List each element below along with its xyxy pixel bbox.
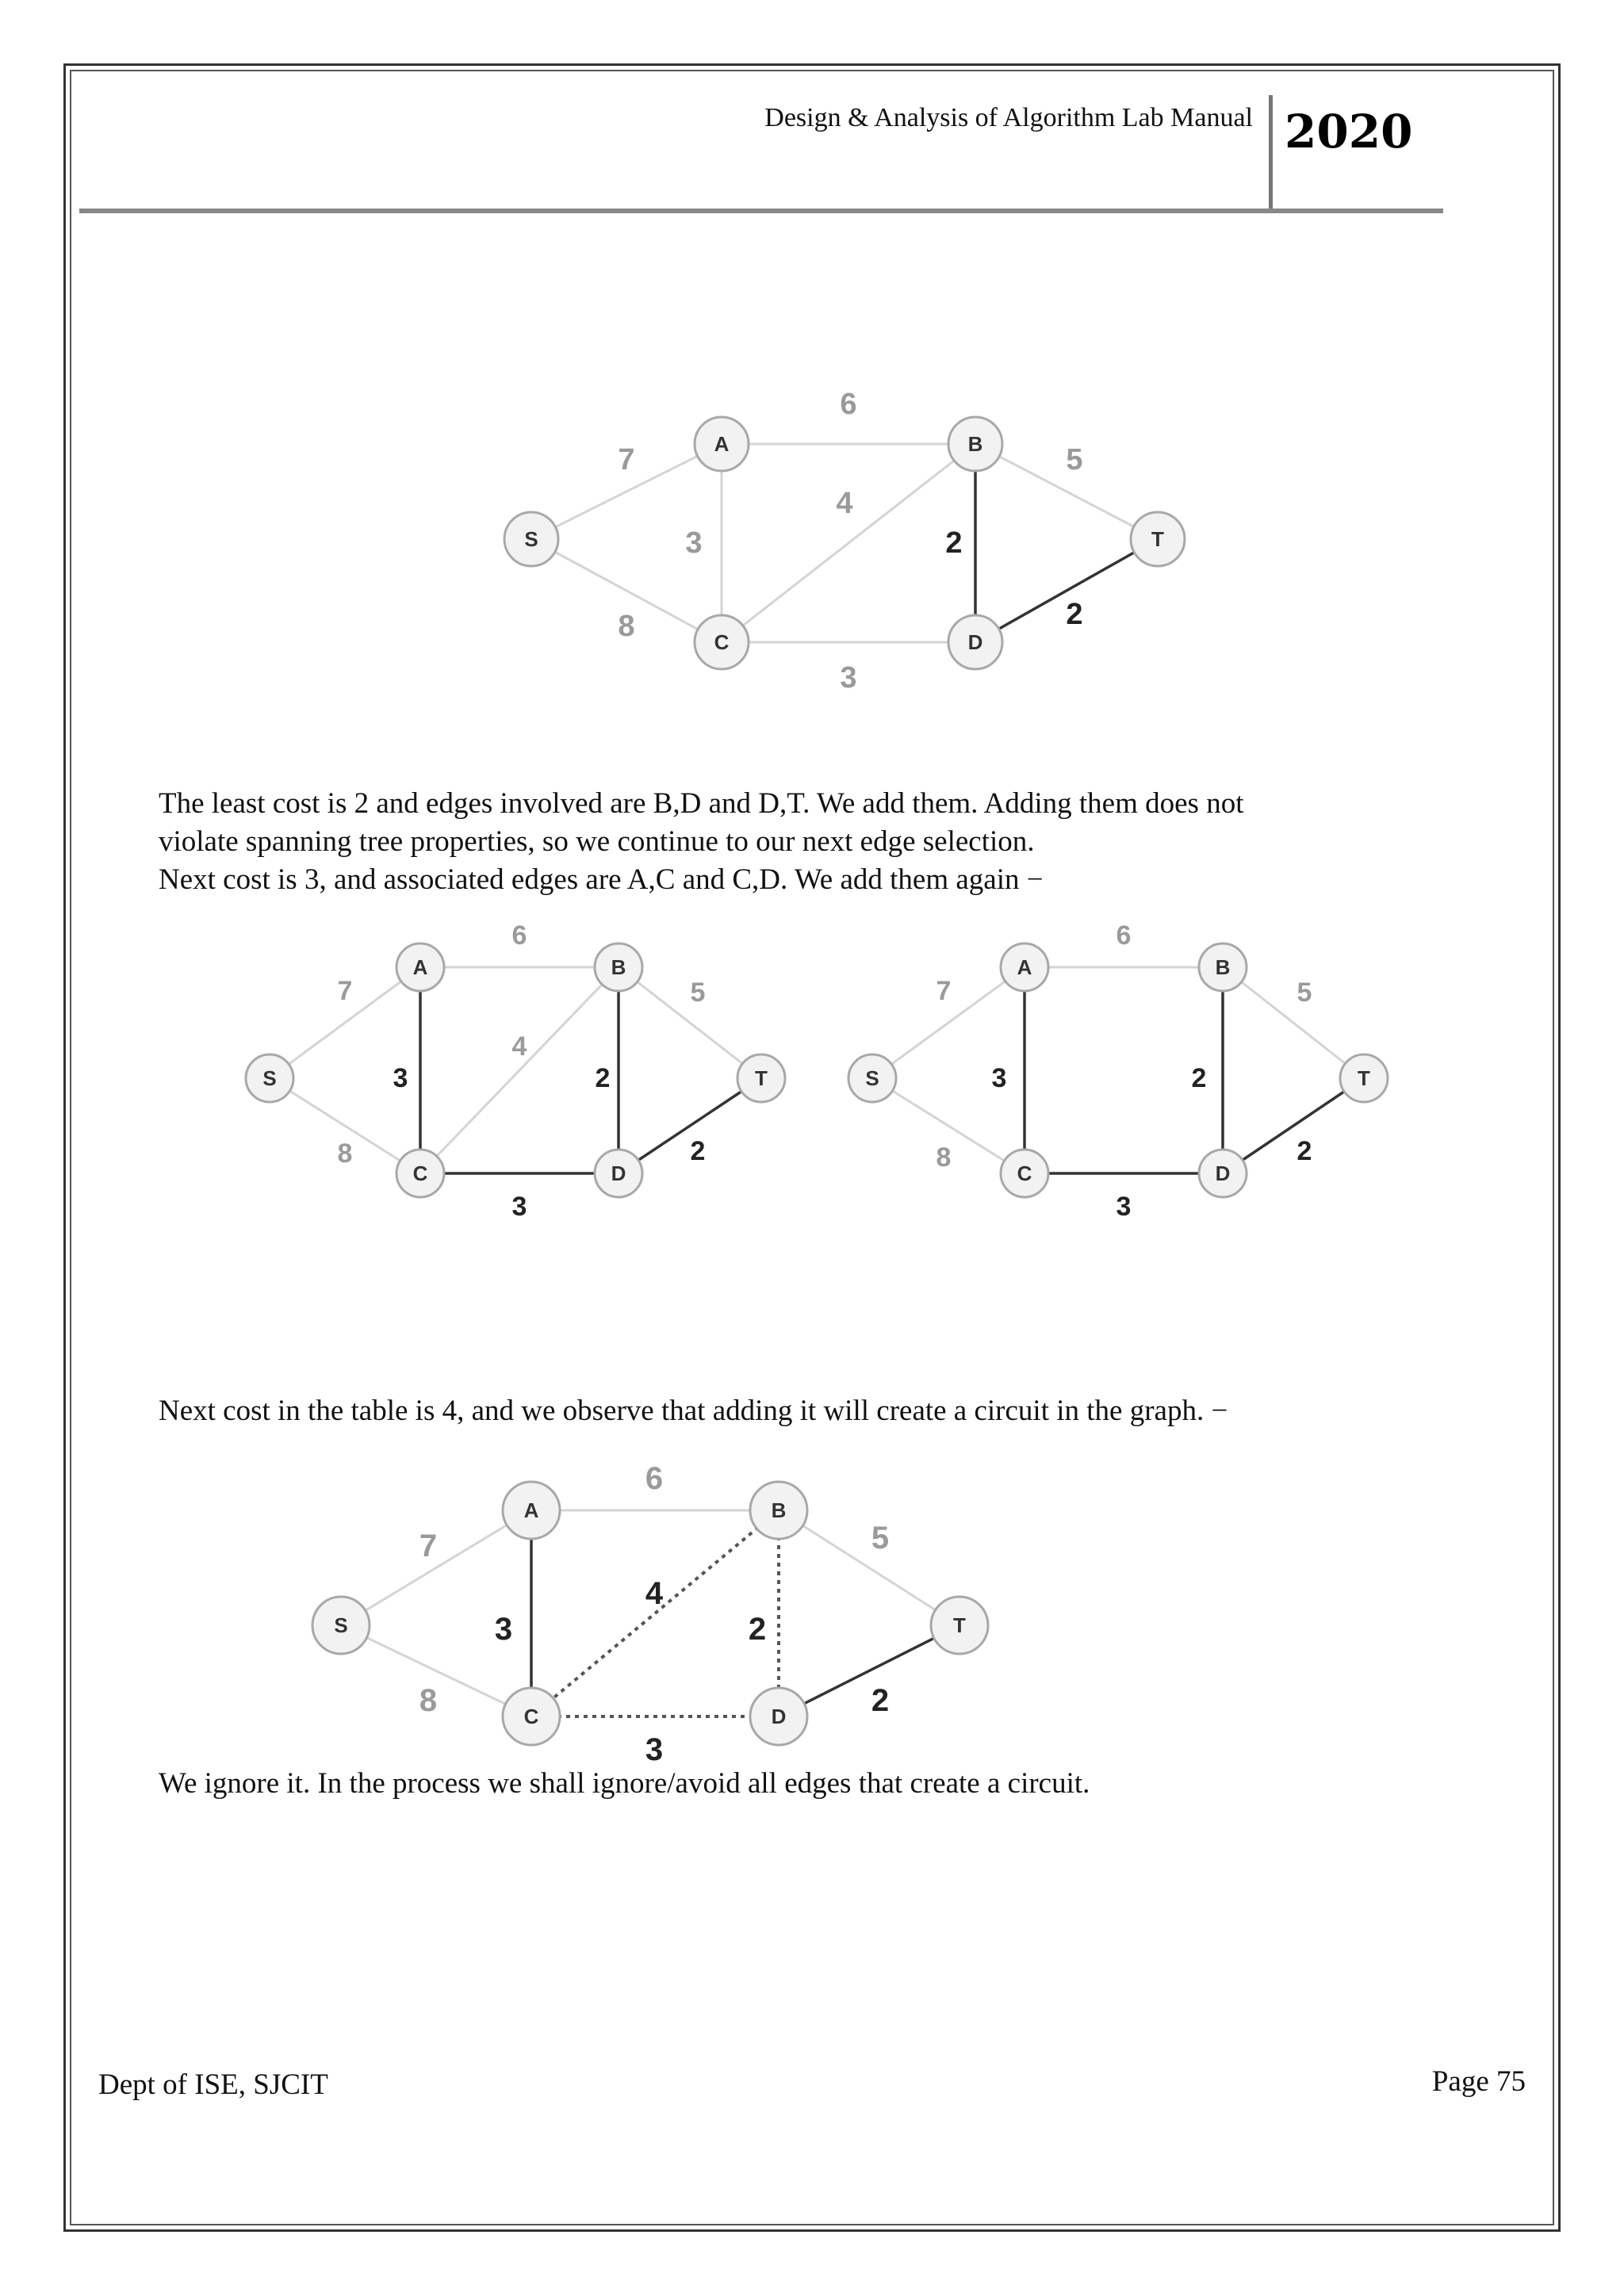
edge-s-a bbox=[341, 1510, 531, 1625]
edge-weight-b-t bbox=[691, 978, 706, 1008]
svg-text:8: 8 bbox=[618, 610, 635, 643]
svg-text:3: 3 bbox=[840, 661, 857, 695]
edge-b-c bbox=[722, 444, 975, 642]
node-d bbox=[948, 615, 1002, 669]
edge-d-t bbox=[779, 1625, 959, 1716]
edge-weight-c-d bbox=[840, 661, 856, 695]
svg-text:S: S bbox=[865, 1066, 879, 1090]
svg-text:3: 3 bbox=[494, 1612, 513, 1647]
edge-weight-a-c bbox=[393, 1063, 408, 1093]
paragraph-line: Next cost is 3, and associated edges are A,C and C,D. We add them again − bbox=[159, 863, 1044, 896]
svg-text:5: 5 bbox=[1297, 978, 1312, 1008]
svg-text:A: A bbox=[412, 955, 428, 979]
svg-text:6: 6 bbox=[645, 1461, 664, 1496]
edge-weight-a-b bbox=[1116, 920, 1132, 951]
svg-text:3: 3 bbox=[645, 1732, 664, 1767]
svg-text:B: B bbox=[611, 955, 626, 979]
svg-text:7: 7 bbox=[419, 1529, 438, 1563]
figure-step-2a bbox=[238, 920, 809, 1237]
svg-text:C: C bbox=[1017, 1161, 1032, 1185]
edge-weight-d-t bbox=[1066, 598, 1082, 631]
svg-text:6: 6 bbox=[840, 388, 857, 421]
svg-text:6: 6 bbox=[1116, 920, 1132, 951]
node-t bbox=[1340, 1054, 1388, 1102]
svg-text:B: B bbox=[1215, 955, 1231, 979]
figure-step-2b bbox=[841, 920, 1411, 1237]
svg-text:7: 7 bbox=[936, 976, 952, 1006]
header-rule bbox=[79, 209, 1443, 213]
svg-text:A: A bbox=[1017, 955, 1032, 979]
node-b bbox=[1199, 943, 1247, 991]
edge-weight-s-a bbox=[338, 976, 353, 1006]
svg-text:8: 8 bbox=[419, 1683, 438, 1718]
edge-weight-d-t bbox=[691, 1136, 706, 1166]
svg-text:7: 7 bbox=[618, 443, 635, 476]
node-t bbox=[931, 1597, 988, 1654]
edge-weight-b-t bbox=[1066, 443, 1082, 476]
node-c bbox=[695, 615, 749, 669]
svg-text:3: 3 bbox=[991, 1063, 1007, 1093]
paragraph-line: Next cost in the table is 4, and we observe that adding it will create a circuit in the graph. − bbox=[159, 1395, 1228, 1427]
svg-text:C: C bbox=[714, 630, 730, 654]
node-s bbox=[848, 1054, 896, 1102]
header-year: 2020 bbox=[1285, 105, 1413, 159]
paragraph-line: violate spanning tree properties, so we continue to our next edge selection. bbox=[159, 825, 1035, 858]
svg-text:D: D bbox=[771, 1705, 787, 1728]
footer-page-number: Page 75 bbox=[1431, 2065, 1526, 2098]
svg-text:2: 2 bbox=[1191, 1063, 1207, 1093]
node-d bbox=[595, 1150, 642, 1197]
edge-weight-c-d bbox=[512, 1192, 527, 1222]
svg-text:5: 5 bbox=[690, 978, 706, 1008]
edge-weight-d-t bbox=[871, 1683, 889, 1718]
node-t bbox=[1131, 512, 1185, 566]
svg-text:2: 2 bbox=[595, 1063, 611, 1093]
svg-text:A: A bbox=[523, 1498, 539, 1522]
edge-weight-s-a bbox=[936, 976, 952, 1006]
paragraph-bd-dt bbox=[159, 785, 1459, 899]
node-d bbox=[750, 1688, 807, 1745]
edge-b-c bbox=[531, 1510, 779, 1716]
svg-text:7: 7 bbox=[337, 976, 353, 1006]
node-b bbox=[595, 943, 642, 991]
header-title: Design & Analysis of Algorithm Lab Manual bbox=[764, 103, 1253, 132]
header-divider bbox=[1269, 95, 1273, 210]
edge-weight-a-b bbox=[512, 920, 527, 951]
figure-step-3-circuit bbox=[293, 1461, 1007, 1767]
svg-text:5: 5 bbox=[871, 1521, 890, 1556]
svg-text:3: 3 bbox=[685, 526, 703, 560]
edge-weight-b-d bbox=[1192, 1063, 1207, 1093]
svg-text:D: D bbox=[967, 630, 983, 654]
svg-text:S: S bbox=[262, 1066, 277, 1090]
svg-text:8: 8 bbox=[936, 1142, 952, 1173]
svg-text:T: T bbox=[755, 1066, 768, 1090]
edge-weight-b-d bbox=[945, 526, 962, 560]
svg-text:3: 3 bbox=[393, 1063, 408, 1093]
edge-weight-b-t bbox=[871, 1521, 889, 1556]
svg-text:2: 2 bbox=[1066, 598, 1083, 631]
edge-weight-b-c bbox=[836, 487, 852, 520]
node-d bbox=[1199, 1150, 1247, 1197]
svg-text:B: B bbox=[967, 432, 983, 456]
edge-weight-s-c bbox=[936, 1142, 952, 1173]
edge-weight-b-c bbox=[645, 1576, 664, 1611]
node-s bbox=[246, 1054, 293, 1102]
edge-weight-s-a bbox=[618, 443, 634, 476]
node-a bbox=[396, 943, 444, 991]
svg-text:D: D bbox=[611, 1161, 626, 1185]
edge-weight-a-b bbox=[840, 388, 856, 421]
edge-weight-d-t bbox=[1297, 1136, 1312, 1166]
svg-text:4: 4 bbox=[645, 1576, 664, 1611]
svg-text:5: 5 bbox=[1066, 443, 1083, 476]
edge-weight-s-c bbox=[419, 1683, 437, 1718]
node-t bbox=[737, 1054, 785, 1102]
svg-text:6: 6 bbox=[511, 920, 527, 951]
svg-text:C: C bbox=[523, 1705, 539, 1728]
edge-weight-a-c bbox=[685, 526, 702, 560]
edge-weight-c-d bbox=[1116, 1192, 1132, 1222]
edge-b-t bbox=[779, 1510, 959, 1625]
edge-weight-a-c bbox=[495, 1612, 512, 1647]
figure-step-1 bbox=[500, 373, 1213, 698]
node-s bbox=[312, 1597, 370, 1654]
edge-weight-b-t bbox=[1297, 978, 1312, 1008]
edge-weight-s-a bbox=[419, 1529, 437, 1563]
paragraph-line: The least cost is 2 and edges involved are B,D and D,T. We add them. Adding them does not bbox=[159, 787, 1244, 820]
edge-b-c bbox=[420, 967, 619, 1173]
svg-text:2: 2 bbox=[1297, 1136, 1312, 1166]
edge-d-t bbox=[1223, 1078, 1364, 1173]
svg-text:B: B bbox=[771, 1498, 787, 1522]
node-a bbox=[503, 1482, 560, 1539]
svg-text:A: A bbox=[714, 432, 730, 456]
edge-weight-s-c bbox=[338, 1138, 353, 1169]
svg-text:S: S bbox=[524, 527, 538, 551]
svg-text:4: 4 bbox=[836, 487, 853, 520]
svg-text:S: S bbox=[334, 1613, 348, 1637]
svg-text:3: 3 bbox=[1116, 1192, 1132, 1222]
paragraph-cost-4 bbox=[159, 1392, 1459, 1430]
edge-b-t bbox=[1223, 967, 1364, 1078]
node-c bbox=[503, 1688, 560, 1745]
svg-text:2: 2 bbox=[748, 1612, 767, 1647]
svg-text:T: T bbox=[1358, 1066, 1370, 1090]
svg-text:T: T bbox=[1151, 527, 1164, 551]
edge-weight-s-c bbox=[618, 610, 634, 643]
svg-text:4: 4 bbox=[511, 1031, 527, 1062]
edge-weight-a-c bbox=[992, 1063, 1007, 1093]
svg-text:2: 2 bbox=[945, 526, 963, 560]
node-s bbox=[504, 512, 558, 566]
paragraph-line: We ignore it. In the process we shall ignore/avoid all edges that create a circuit. bbox=[159, 1767, 1090, 1800]
svg-text:T: T bbox=[953, 1613, 966, 1637]
edge-weight-b-c bbox=[512, 1031, 527, 1062]
edge-weight-b-d bbox=[596, 1063, 611, 1093]
svg-text:8: 8 bbox=[337, 1138, 353, 1169]
node-c bbox=[1001, 1150, 1048, 1197]
svg-text:D: D bbox=[1215, 1161, 1231, 1185]
node-b bbox=[948, 417, 1002, 471]
svg-text:2: 2 bbox=[871, 1683, 890, 1718]
footer-department: Dept of ISE, SJCIT bbox=[98, 2068, 328, 2101]
edge-weight-c-d bbox=[645, 1732, 663, 1767]
svg-text:C: C bbox=[412, 1161, 428, 1185]
node-a bbox=[695, 417, 749, 471]
node-b bbox=[750, 1482, 807, 1539]
node-a bbox=[1001, 943, 1048, 991]
paragraph-ignore bbox=[159, 1765, 1459, 1803]
edge-weight-b-d bbox=[749, 1612, 766, 1647]
edge-weight-a-b bbox=[645, 1461, 663, 1496]
node-c bbox=[396, 1150, 444, 1197]
svg-text:2: 2 bbox=[690, 1136, 706, 1166]
svg-text:3: 3 bbox=[511, 1192, 527, 1222]
